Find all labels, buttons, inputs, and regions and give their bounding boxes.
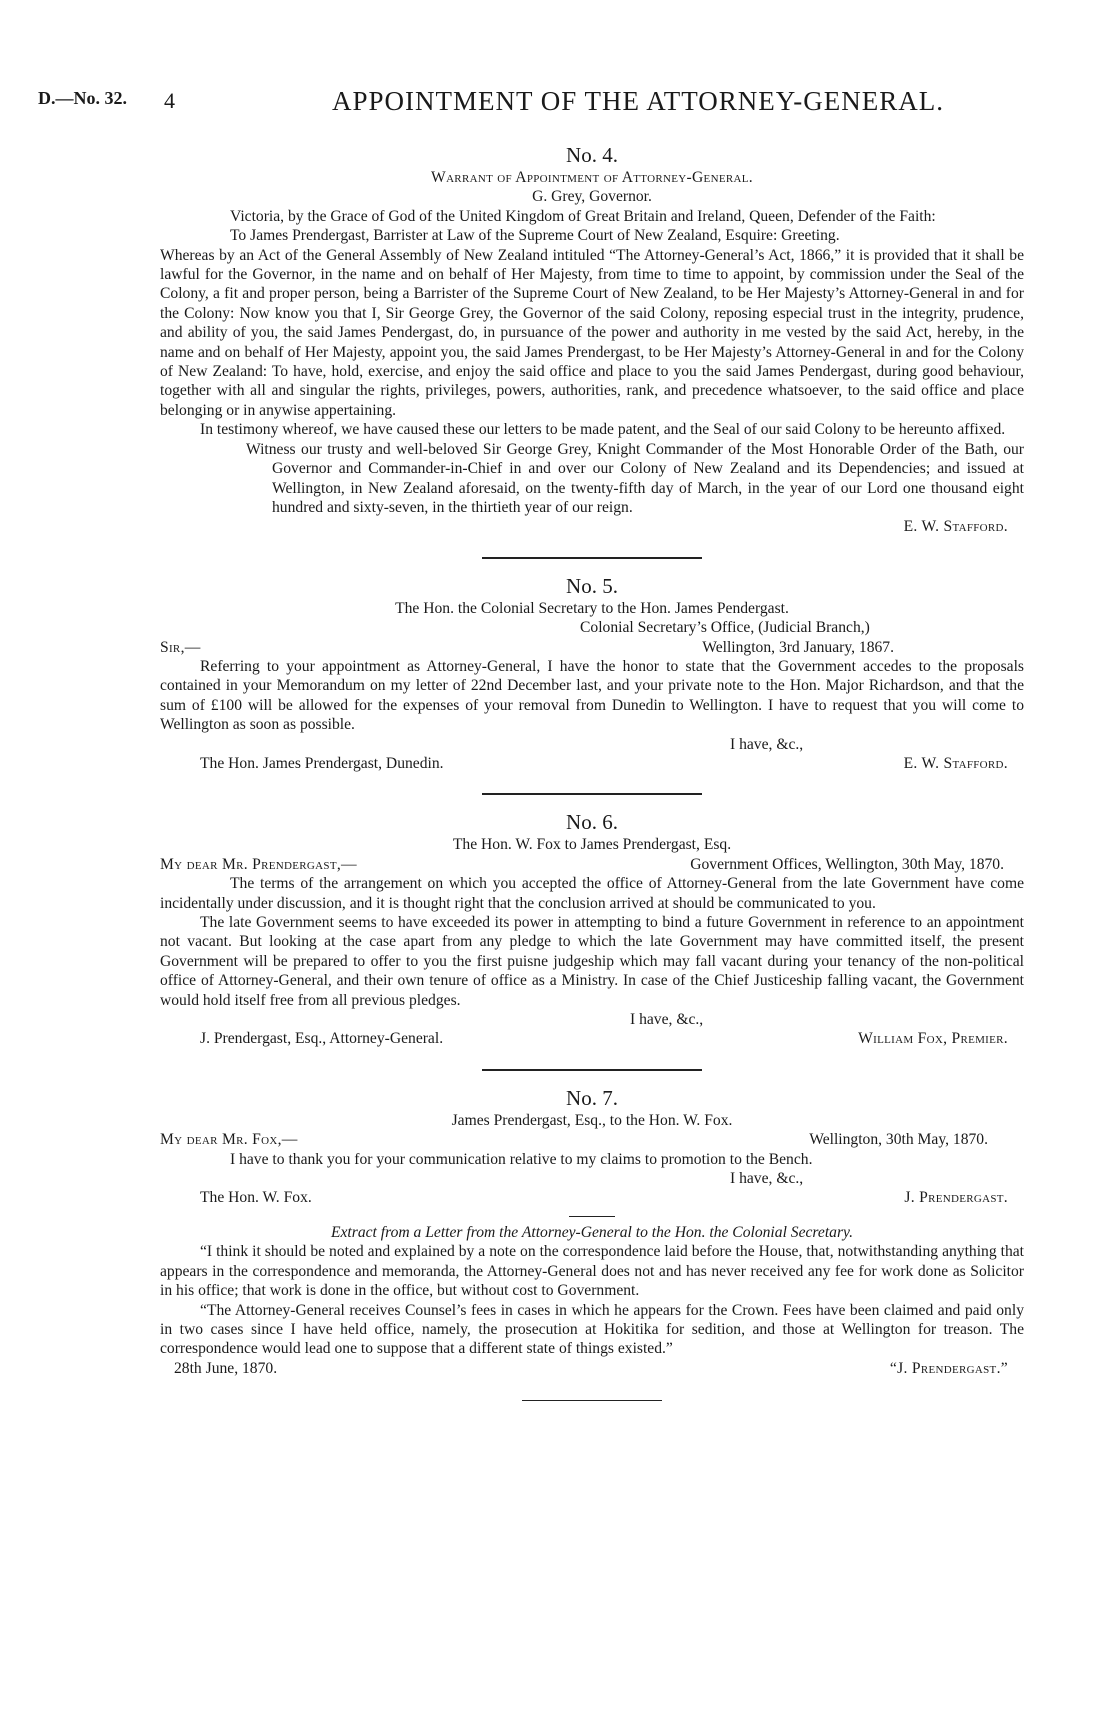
section-divider xyxy=(482,793,702,795)
extract-date: 28th June, 1870. xyxy=(174,1359,278,1377)
paragraph-1: The terms of the arrangement on which you accepted the office of Attorney-General from the late Government have come incidentally under discussion, and it is thought right that the conclusion arrived at should be communicated to you. xyxy=(160,875,1024,912)
page-number: 4 xyxy=(164,88,175,113)
place-date: Government Offices, Wellington, 30th May, 1870. xyxy=(690,855,1004,873)
section-number: No. 6. xyxy=(566,810,618,835)
section-number: No. 5. xyxy=(566,573,618,598)
section-no-5 xyxy=(160,573,1024,774)
salutation-row xyxy=(160,855,1024,874)
governor-line: G. Grey, Governor. xyxy=(532,188,652,206)
extract-paragraph-2: “The Attorney-General receives Counsel’s fees in cases in which he appears for the Crown. Fees have been claimed and paid only in two cases since I have held office, namely, the prosecution at Hokitika for sedition, and those at Wellington for treason. The correspondence would lead one to suppose that a different state of things existed.” xyxy=(160,1301,1024,1358)
signature-row xyxy=(160,1188,1024,1207)
page-header xyxy=(38,88,1078,118)
section-title: The Hon. the Colonial Secretary to the Hon. James Pendergast. xyxy=(395,599,789,617)
short-divider xyxy=(569,1216,615,1217)
section-title: The Hon. W. Fox to James Prendergast, Esq. xyxy=(452,836,732,854)
running-title: APPOINTMENT OF THE ATTORNEY-GENERAL. xyxy=(331,86,945,116)
section-title: James Prendergast, Esq., to the Hon. W. Fox. xyxy=(451,1111,733,1129)
salutation: My dear Mr. Prendergast,— xyxy=(160,855,357,873)
witness-paragraph: Witness our trusty and well-beloved Sir George Grey, Knight Commander of the Most Honorable Order of the Bath, our Governor and Commander-in-Chief in and over our Colony of New Zealand and its Dependencies; and issued at Wellington, in New Zealand aforesaid, on the twenty-fifth day of March, in the year of our Lord one thousand eight hundred and sixty-seven, in the thirtieth year of our reign. xyxy=(246,440,1024,516)
extract-signature-row xyxy=(160,1359,1024,1378)
testimony-paragraph: In testimony whereof, we have caused these our letters to be made patent, and the Seal of our said Colony to be hereunto affixed. xyxy=(200,421,1006,439)
salutation: Sir,— xyxy=(160,638,201,656)
closing: I have, &c., xyxy=(730,735,804,753)
extract-section xyxy=(160,1223,1024,1378)
addressee: The Hon. James Prendergast, Dunedin. xyxy=(200,754,444,772)
office-line: Colonial Secretary’s Office, (Judicial Branch,) xyxy=(580,619,870,637)
signature: E. W. Stafford. xyxy=(903,754,1008,772)
salutation-row xyxy=(160,638,1024,657)
section-divider xyxy=(482,1069,702,1071)
salutation: My dear Mr. Fox,— xyxy=(160,1131,298,1149)
salutation-row xyxy=(160,1130,1024,1149)
paper-reference: D.—No. 32. xyxy=(38,88,127,108)
section-number: No. 7. xyxy=(566,1085,618,1110)
signature: J. Prendergast. xyxy=(904,1189,1008,1207)
letter-body: Referring to your appointment as Attorney-General, I have the honor to state that the Government accedes to the proposals contained in your Memorandum on my letter of 22nd December last, and your private note to the Hon. Major Richardson, and that the sum of £100 will be allowed for the expenses of your removal from Dunedin to Wellington. I have to request that you will come to Wellington as soon as possible. xyxy=(160,657,1024,734)
addressee: J. Prendergast, Esq., Attorney-General. xyxy=(200,1030,444,1048)
signature: William Fox, Premier. xyxy=(858,1030,1008,1048)
signature: E. W. Stafford. xyxy=(903,518,1008,536)
addressee: The Hon. W. Fox. xyxy=(200,1189,312,1207)
section-no-6 xyxy=(160,809,1024,1048)
signature-row xyxy=(160,1029,1024,1048)
section-no-7 xyxy=(160,1085,1024,1208)
letter-body: I have to thank you for your communication relative to my claims to promotion to the Bench. xyxy=(230,1150,813,1168)
victoria-preamble: Victoria, by the Grace of God of the United Kingdom of Great Britain and Ireland, Queen, Defender of the Faith: xyxy=(230,207,936,225)
section-number: No. 4. xyxy=(566,143,618,167)
place-date: Wellington, 3rd January, 1867. xyxy=(702,638,894,656)
section-no-4 xyxy=(160,142,1024,537)
extract-signature: “J. Prendergast.” xyxy=(889,1359,1008,1377)
document-body xyxy=(160,136,1024,1415)
end-rule xyxy=(522,1400,662,1401)
place-date: Wellington, 30th May, 1870. xyxy=(809,1131,988,1149)
paragraph-2: The late Government seems to have exceeded its power in attempting to bind a future Government in reference to an appointment not vacant. But looking at the case apart from any pledge to which the late Government may have committed itself, the present Government will be prepared to offer to you the first puisne judgeship which may fall vacant during your tenancy of the non-political office of Attorney-General, and their own tenure of office as a Ministry. In case of the Chief Justiceship falling vacant, the Government would hold itself free from all previous pledges. xyxy=(160,914,1024,1009)
section-divider xyxy=(482,557,702,559)
addressee-greeting: To James Prendergast, Barrister at Law of the Supreme Court of New Zealand, Esquire: Greeting. xyxy=(230,227,840,245)
closing: I have, &c., xyxy=(730,1170,804,1188)
closing: I have, &c., xyxy=(630,1011,704,1029)
extract-title: Extract from a Letter from the Attorney-General to the Hon. the Colonial Secretary. xyxy=(330,1223,854,1241)
whereas-paragraph: Whereas by an Act of the General Assembly of New Zealand intituled “The Attorney-General’s Act, 1866,” it is provided that it shall be lawful for the Governor, in the name and on behalf of Her Majesty, from time to time to appoint, by commission under the Seal of the Colony, a fit and proper person, being a Barrister of the Supreme Court of New Zealand, to be Her Majesty’s Attorney-General in and for the Colony: Now know you that I, Sir George Grey, the Governor of the said Colony, reposing especial trust in the integrity, prudence, and ability of you, the said James Pendergast, do, in pursuance of the power and authority in me vested by the said Act, hereby, in the name and on behalf of Her Majesty, appoint you, the said James Prendergast, to be Her Majesty’s Attorney-General in and for the Colony of New Zealand: To have, hold, exercise, and enjoy the said office and place to you the said James Pendergast, during good behaviour, together with all and singular the rights, privileges, powers, authorities, rank, and precedence whatsoever, to the said office and place belonging or in anywise appertaining. xyxy=(160,246,1024,419)
section-title: Warrant of Appointment of Attorney-General. xyxy=(431,169,753,186)
signature-row xyxy=(160,754,1024,773)
extract-paragraph-1: “I think it should be noted and explained by a note on the correspondence laid before the House, that, notwithstanding anything that appears in the correspondence and memoranda, the Attorney-General does not and has never received any fee for work done as Solicitor in his office; that work is done in the office, but without cost to Government. xyxy=(160,1243,1024,1300)
